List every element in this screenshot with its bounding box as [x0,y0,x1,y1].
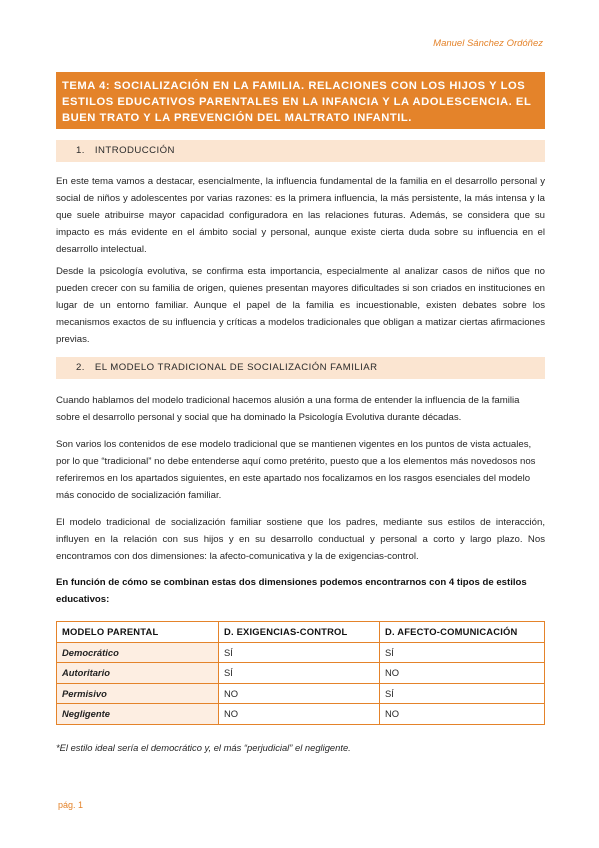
table-cell: SÍ [219,663,380,684]
topic-title-line: TEMA 4: SOCIALIZACIÓN EN LA FAMILIA. RELACIONES CON LOS HIJOS Y LOS [62,80,526,92]
table-cell: NO [219,704,380,725]
table-row [57,704,545,725]
topic-title-line: BUEN TRATO Y LA PREVENCIÓN DEL MALTRATO INFANTIL. [62,112,412,124]
topic-title [56,72,545,129]
column-header: D. EXIGENCIAS-CONTROL [219,622,380,643]
column-header: D. AFECTO-COMUNICACIÓN [380,622,545,643]
section-number: 1. [76,145,85,156]
row-label: Negligente [57,704,219,725]
table-cell: NO [219,683,380,704]
table-cell: SÍ [380,642,545,663]
header-author: Manuel Sánchez Ordóñez [433,38,543,49]
table-cell: NO [380,704,545,725]
table-footnote: *El estilo ideal sería el democrático y, el más “perjudicial” el negligente. [56,742,351,753]
row-label: Democrático [57,642,219,663]
paragraph: Desde la psicología evolutiva, se confirma esta importancia, especialmente al analizar casos de niños que no pueden crecer con su familia de origen, quienes presentan mayores dificultades si son criados en instituciones en lugar de un entorno familiar. Aunque el papel de la familia es incuestionable, existen debates sobre los mecanismos exactos de su influencia y críticas a modelos tradicionales que obligan a matizar ciertas afirmaciones previas. [56,266,545,345]
page-number: pág. 1 [58,800,84,810]
row-label: Autoritario [57,663,219,684]
paragraph: En este tema vamos a destacar, esencialmente, la influencia fundamental de la familia en el desarrollo personal y social de niños y adolescentes por varias razones: es la primera influencia, la más persistente, la más intensa y la que suele atribuirse mayor capacidad configuradora en las relaciones futuras. Además, se considera que su impacto es más evidente en el ámbito social y personal, aunque existe cierta duda sobre su influencia en el desarrollo intelectual. [56,176,545,255]
section-heading-introduccion [56,140,545,162]
table-row [57,642,545,663]
table-cell: SÍ [219,642,380,663]
column-header: MODELO PARENTAL [57,622,219,643]
table-row [57,683,545,704]
paragraph: Son varios los contenidos de ese modelo tradicional que se mantienen vigentes en los puntos de vista actuales, por lo que “tradicional” no debe entenderse aquí como pretérito, puesto que a los elementos más novedosos nos referiremos en los apartados siguientes, en este apartado nos focalizamos en los rasgos esenciales del modelo más conocido de socialización familiar. [56,439,536,501]
table-cell: SÍ [380,683,545,704]
section-title: EL MODELO TRADICIONAL DE SOCIALIZACIÓN FAMILIAR [94,362,378,373]
table-lead-text: En función de cómo se combinan estas dos dimensiones podemos encontrarnos con 4 tipos de estilos educativos: [56,577,527,605]
parenting-styles-table [56,621,545,725]
row-label: Permisivo [57,683,219,704]
table-cell: NO [380,663,545,684]
paragraph: El modelo tradicional de socialización familiar sostiene que los padres, mediante sus estilos de interacción, influyen en la relación con sus hijos y en su desarrollo conductual y personal a corto y largo plazo. Nos encontramos con dos dimensiones: la afecto-comunicativa y la de exigencias-control. [56,517,545,562]
section-heading-modelo-tradicional [56,357,545,379]
paragraph: Cuando hablamos del modelo tradicional hacemos alusión a una forma de entender la influencia de la familia sobre el desarrollo personal y social que ha dominado la Psicología Evolutiva durante décadas. [56,395,520,423]
section-number: 2. [76,362,85,373]
topic-title-line: ESTILOS EDUCATIVOS PARENTALES EN LA INFANCIA Y LA ADOLESCENCIA. EL [62,96,532,108]
table-row [57,663,545,684]
table-header-row [57,622,545,643]
section-title: INTRODUCCIÓN [94,145,175,156]
